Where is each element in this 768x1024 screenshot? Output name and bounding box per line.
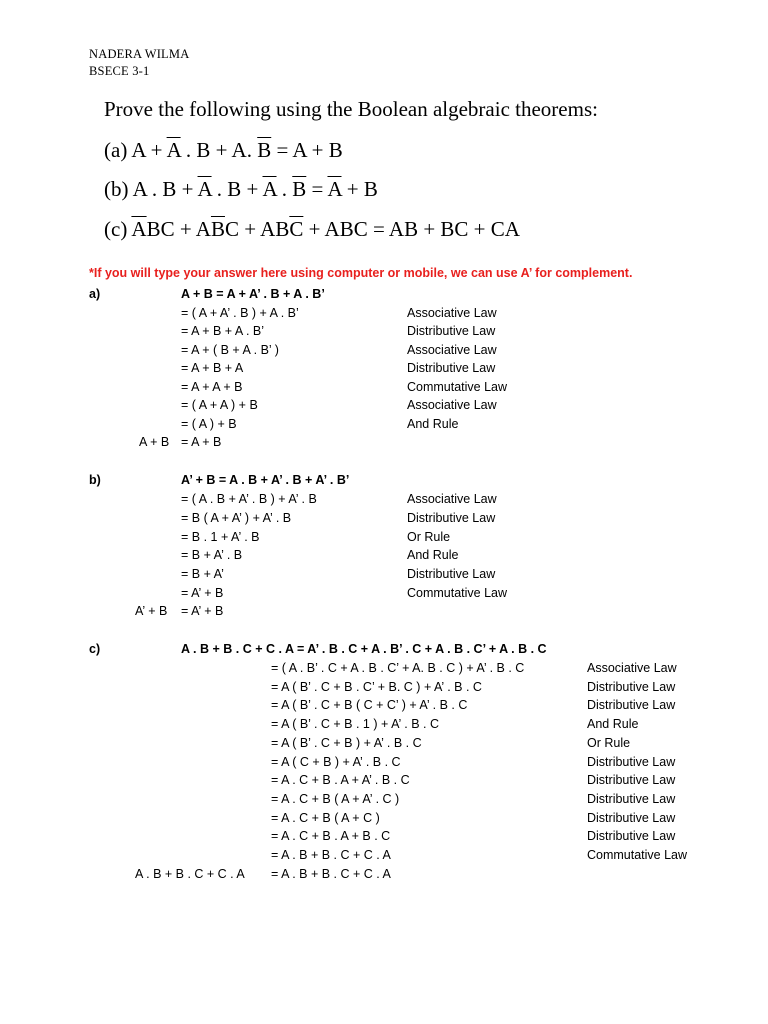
proof-step-expression: = A ( B’ . C + B . C’ + B. C ) + A’ . B . C bbox=[271, 679, 482, 694]
problem-prompt: Prove the following using the Boolean algebraic theorems: bbox=[104, 97, 598, 121]
problem-a-text: . B + A. bbox=[180, 138, 258, 162]
proof-step-law: Associative Law bbox=[407, 398, 497, 412]
part-c-heading: A . B + B . C + C . A = A’ . B . C + A . B’ . C + A . B . C’ + A . B . C bbox=[181, 642, 547, 656]
complement-b: $\overline{B}$ bbox=[210, 217, 225, 241]
proof-step-law: Distributive Law bbox=[407, 324, 496, 338]
proof-step-law: Distributive Law bbox=[587, 754, 676, 769]
complement-a: $\overline{A}$ bbox=[131, 217, 147, 241]
proof-step-law: Distributive Law bbox=[587, 791, 676, 806]
part-b-final-left: A’ + B bbox=[135, 604, 168, 618]
student-name: NADERA WILMA bbox=[89, 47, 190, 61]
problem-a-text: (a) A + bbox=[104, 138, 167, 162]
proof-step-expression: = A + B + A . B’ bbox=[181, 324, 265, 338]
problem-c-text: C + AB bbox=[224, 217, 290, 241]
proof-step-law: Associative Law bbox=[407, 492, 497, 506]
part-a-final-left: A + B bbox=[139, 435, 170, 449]
part-a-heading: A + B = A + A’ . B + A . B’ bbox=[181, 287, 325, 301]
part-b-heading: A’ + B = A . B + A’ . B + A’ . B’ bbox=[181, 473, 350, 487]
proof-step-expression: = ( A + A ) + B bbox=[181, 398, 258, 412]
complement-a: $\overline{A}$ bbox=[262, 177, 277, 201]
part-c-final-right: = A . B + B . C + C . A bbox=[271, 867, 391, 881]
part-c-label: c) bbox=[89, 642, 101, 656]
problem-c-text: BC + A bbox=[146, 217, 211, 241]
problem-b-text: = bbox=[306, 177, 328, 201]
proof-step-law: Distributive Law bbox=[407, 510, 496, 525]
proof-step-law: Distributive Law bbox=[407, 361, 496, 375]
problem-c-text: (c) bbox=[104, 217, 132, 241]
proof-step-expression: = B + A’ . B bbox=[181, 548, 243, 563]
proof-step-expression: = A + ( B + A . B’ ) bbox=[181, 342, 279, 357]
problem-b-text: (b) A . B + bbox=[104, 177, 198, 201]
problem-a-text: = A + B bbox=[271, 138, 343, 162]
proof-step-law: Distributive Law bbox=[587, 679, 676, 694]
part-a-final-right: = A + B bbox=[181, 435, 222, 449]
problem-b-text: + B bbox=[341, 177, 378, 201]
student-section: BSECE 3-1 bbox=[89, 64, 150, 78]
proof-step-expression: = B ( A + A’ ) + A’ . B bbox=[181, 510, 292, 525]
proof-step-law: Commutative Law bbox=[587, 848, 688, 862]
problem-b-statement bbox=[104, 177, 378, 202]
proof-step-expression: = ( A ) + B bbox=[181, 416, 237, 431]
proof-step-expression: = A ( B’ . C + B ( C + C’ ) + A’ . B . C bbox=[271, 698, 468, 713]
complement-b: $\overline{B}$ bbox=[257, 138, 272, 162]
complement-b: $\overline{B}$ bbox=[292, 177, 307, 201]
proof-step-law: Associative Law bbox=[407, 342, 497, 357]
proof-step-expression: = A . B + B . C + C . A bbox=[271, 848, 391, 862]
proof-step-law: Or Rule bbox=[587, 735, 631, 750]
proof-step-expression: = A . C + B . A + B . C bbox=[271, 829, 391, 844]
part-a-label: a) bbox=[89, 287, 101, 301]
proof-step-expression: = A ( C + B ) + A’ . B . C bbox=[271, 754, 401, 769]
proof-step-expression: = A + B + A bbox=[181, 361, 244, 375]
proof-step-expression: = A . C + B ( A + A’ . C ) bbox=[271, 791, 400, 806]
proof-step-law: Distributive Law bbox=[587, 829, 676, 844]
proof-step-law: Distributive Law bbox=[587, 773, 676, 788]
complement-a: $\overline{A}$ bbox=[166, 138, 181, 162]
proof-step-law: Associative Law bbox=[587, 661, 677, 675]
proof-step-expression: = A . C + B ( A + C ) bbox=[271, 810, 380, 825]
part-b-label: b) bbox=[89, 473, 101, 487]
complement-note: *If you will type your answer here using computer or mobile, we can use A’ for complement. bbox=[89, 266, 633, 280]
proof-step-expression: = ( A . B + A’ . B ) + A’ . B bbox=[181, 492, 317, 506]
complement-a: $\overline{A}$ bbox=[327, 177, 342, 201]
proof-step-expression: = ( A . B’ . C + A . B . C’ + A. B . C ) + A’ . B . C bbox=[271, 661, 525, 675]
part-c-final-left: A . B + B . C + C . A bbox=[135, 867, 245, 881]
proof-step-expression: = ( A + A’ . B ) + A . B’ bbox=[181, 305, 299, 320]
proof-step-law: Or Rule bbox=[407, 529, 451, 544]
proof-step-law: Distributive Law bbox=[407, 567, 496, 582]
proof-step-law: Distributive Law bbox=[587, 810, 676, 825]
complement-a: $\overline{A}$ bbox=[197, 177, 212, 201]
problem-c-statement bbox=[104, 217, 520, 242]
proof-step-expression: = B . 1 + A’ . B bbox=[181, 529, 260, 544]
proof-step-expression: = A ( B’ . C + B . 1 ) + A’ . B . C bbox=[271, 717, 440, 732]
proof-step-law: And Rule bbox=[407, 548, 459, 563]
proof-step-law: Associative Law bbox=[407, 305, 497, 320]
proof-step-expression: = A + A + B bbox=[181, 379, 243, 394]
complement-c: $\overline{C}$ bbox=[289, 217, 304, 241]
proof-step-expression: = A ( B’ . C + B ) + A’ . B . C bbox=[271, 735, 422, 750]
problem-b-text: . bbox=[276, 177, 293, 201]
proof-step-expression: = A . C + B . A + A’ . B . C bbox=[271, 773, 410, 788]
proof-step-expression: = B + A’ bbox=[181, 567, 224, 582]
problem-c-text: + ABC = AB + BC + CA bbox=[303, 217, 520, 241]
proof-step-law: And Rule bbox=[407, 416, 459, 431]
problem-b-text: . B + bbox=[211, 177, 263, 201]
problem-a-statement bbox=[104, 138, 343, 163]
proof-step-law: Commutative Law bbox=[407, 586, 508, 600]
proof-step-law: Commutative Law bbox=[407, 379, 508, 394]
proof-step-expression: = A’ + B bbox=[181, 586, 224, 600]
part-b-final-right: = A’ + B bbox=[181, 604, 224, 618]
proof-step-law: And Rule bbox=[587, 717, 639, 732]
proof-step-law: Distributive Law bbox=[587, 698, 676, 713]
